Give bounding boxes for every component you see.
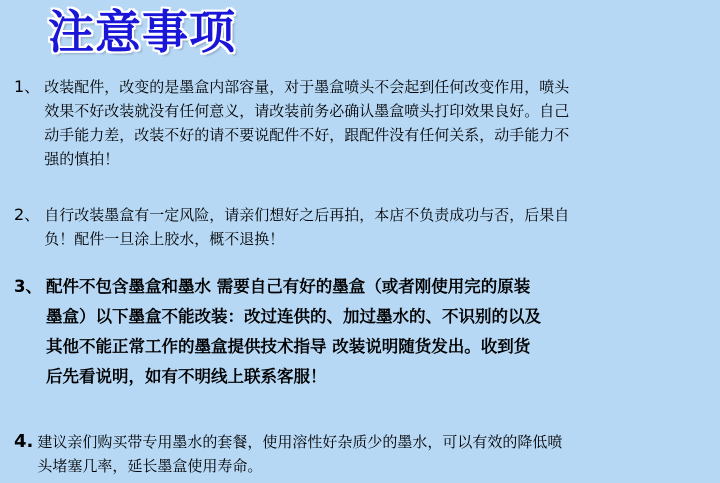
notice-item-3 bbox=[14, 272, 704, 392]
notice-item-2 bbox=[14, 203, 704, 251]
notice-item-4 bbox=[14, 430, 704, 478]
item-line: 建议亲们购买带专用墨水的套餐，使用溶性好杂质少的墨水，可以有效的降低喷 bbox=[37, 433, 563, 451]
item-line: 配件不包含墨盒和墨水 需要自己有好的墨盒（或者刚使用完的原装 bbox=[45, 277, 531, 296]
item-number: 2、 bbox=[14, 205, 41, 224]
item-text bbox=[44, 203, 704, 251]
item-line: 后先看说明，如有不明线上联系客服！ bbox=[45, 367, 327, 386]
item-line: 墨盒）以下墨盒不能改装：改过连供的、加过墨水的、不识别的以及 bbox=[45, 307, 541, 326]
notice-item-1 bbox=[14, 75, 704, 171]
item-line: 效果不好改装就没有任何意义，请改装前务必确认墨盒喷头打印效果良好。自己 bbox=[44, 102, 570, 120]
item-number: 3、 bbox=[14, 277, 42, 296]
item-text bbox=[46, 272, 704, 392]
item-text bbox=[37, 430, 704, 478]
item-line: 改装配件，改变的是墨盒内部容量，对于墨盒喷头不会起到任何改变作用，喷头 bbox=[44, 78, 570, 96]
item-number: 4. bbox=[14, 431, 34, 452]
item-line: 其他不能正常工作的墨盒提供技术指导 改装说明随货发出。收到货 bbox=[45, 337, 531, 356]
item-line: 强的慎拍！ bbox=[44, 150, 120, 168]
item-line: 自行改装墨盒有一定风险，请亲们想好之后再拍，本店不负责成功与否，后果自 bbox=[44, 206, 570, 224]
item-line: 头堵塞几率，延长墨盒使用寿命。 bbox=[37, 457, 263, 475]
item-line: 负！配件一旦涂上胶水，概不退换！ bbox=[44, 230, 285, 248]
item-line: 动手能力差，改装不好的请不要说配件不好，跟配件没有任何关系，动手能力不 bbox=[44, 126, 570, 144]
item-text bbox=[44, 75, 704, 171]
page-title: 注意事项 bbox=[48, 5, 236, 59]
item-number: 1、 bbox=[14, 77, 41, 96]
